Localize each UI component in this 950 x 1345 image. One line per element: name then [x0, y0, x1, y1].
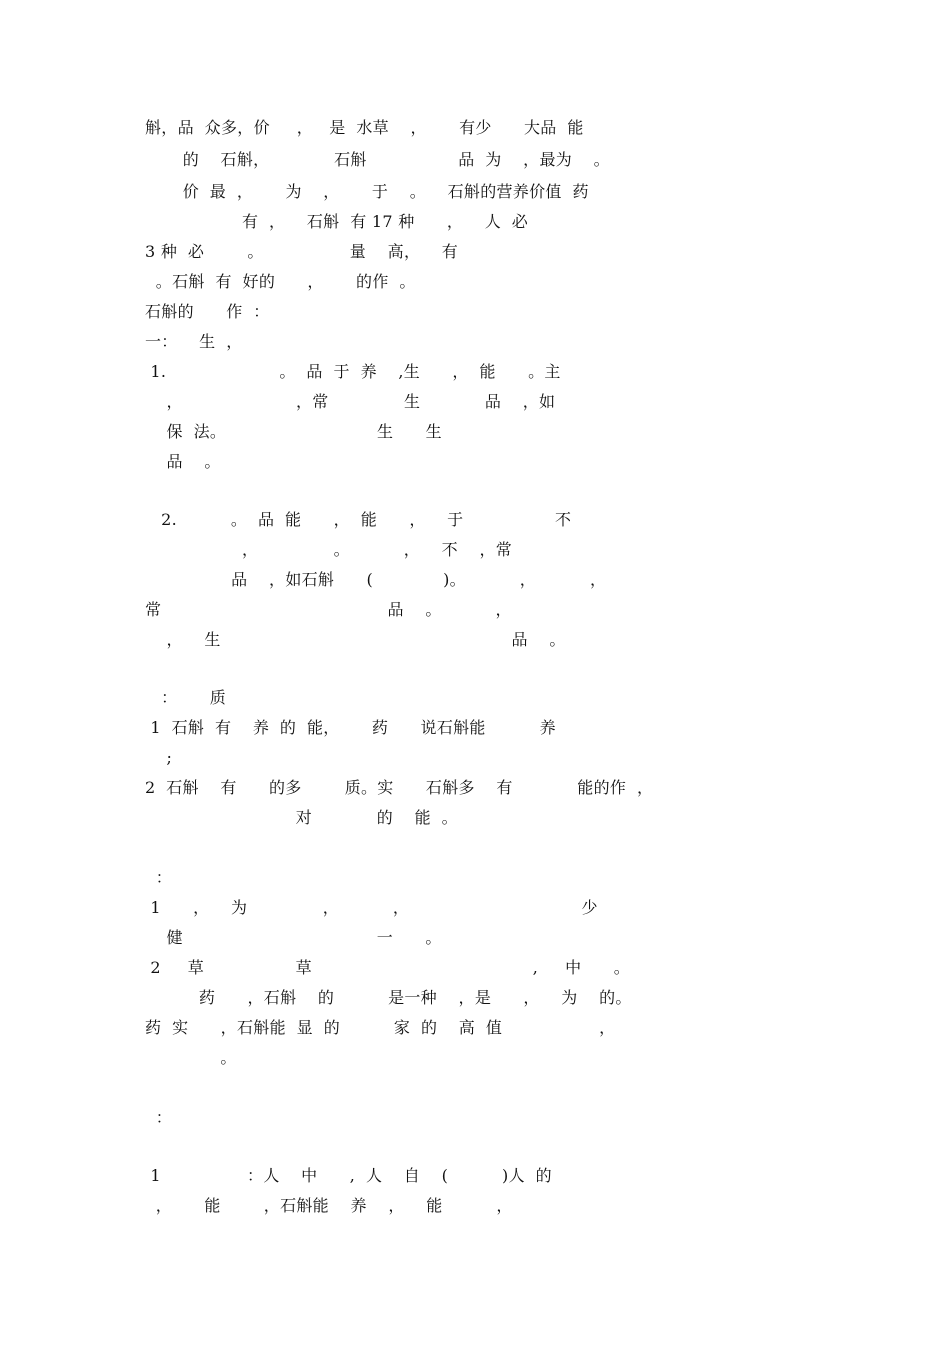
subsection-heading: ： [145, 1108, 221, 1127]
text-line: 药 实 ，石斛能 显 的 家 的 高 值 ， [145, 1018, 627, 1037]
text-line: 1 ：人 中 , 人 自 ( )人 的 [145, 1166, 628, 1185]
text-line: 常 品 。 ， [145, 600, 555, 619]
text-line: ; [145, 748, 173, 767]
text-line: ， 能 ，石斛能 养 ， 能 ， [145, 1196, 605, 1215]
text-line: 2 石斛 有 的多 质。实 石斛多 有 能的作 ， [145, 778, 654, 797]
text-line: 1 ， 为 ， ， 少 [145, 898, 625, 917]
text-line: 有 ， 石斛 有 17 种 ， 人 必 [145, 212, 599, 231]
text-line: ， ，常 生 品 ，如 [145, 392, 626, 411]
text-line: 斛，品 众多，价 ， 是 水草 ， 有少 大品 能 [145, 118, 606, 137]
text-line: 3 种 必 。 量 高， 有 [145, 242, 593, 261]
text-line: 药 ，石斛 的 是一种 ，是 ， 为 的。 [145, 988, 632, 1007]
text-line: 。石斛 有 好的 ， 的作 。 [145, 272, 416, 291]
text-line: 1 石斛 有 养 的 能， 药 说石斛能 养 [145, 718, 605, 737]
subsection-heading: 一： 生 ， [145, 332, 297, 351]
subsection-heading: ： [145, 868, 205, 887]
text-line: 健 一 。 [145, 928, 442, 947]
text-line: 1. 。 品 于 养 ,生 ， 能 。主 [145, 362, 594, 381]
text-line: 2. 。 品 能 ， 能 ， 于 不 [145, 510, 610, 529]
text-line: ， 。 ， 不 ，常 [145, 540, 610, 559]
subsection-heading: ： 质 [145, 688, 227, 707]
text-line: 品 。 [145, 452, 221, 471]
text-line: 2 草 草 , 中 。 [145, 958, 636, 977]
text-line: 品 ，如石斛 ( )。 ， ， [145, 570, 607, 589]
section-heading: 石斛的 作 ： [145, 302, 270, 321]
text-line: ， 生 品 。 [145, 630, 566, 649]
text-line: 价 最 ， 为 ， 于 。 石斛的营养价值 药 [145, 182, 611, 201]
text-line: 的 石斛， 石斛 品 为 ，最为 。 [145, 150, 610, 169]
text-line: 对 的 能 。 [145, 808, 458, 827]
text-line: 。 [145, 1048, 237, 1067]
text-line: 保 法。 生 生 [145, 422, 534, 441]
